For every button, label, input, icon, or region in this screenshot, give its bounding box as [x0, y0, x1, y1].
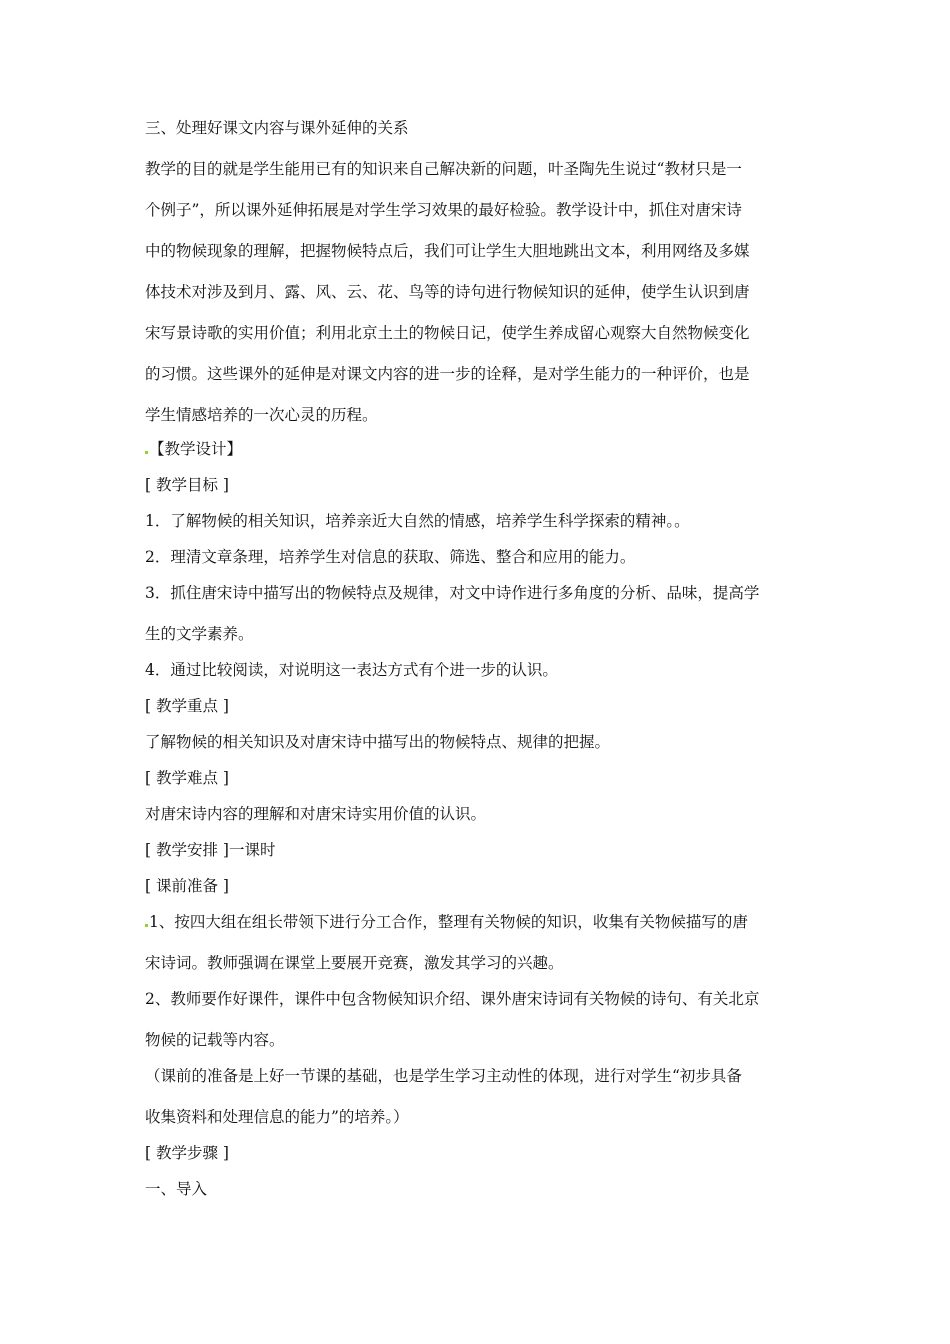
difficulty-label: [ 教学难点 ]: [145, 769, 229, 787]
goal-item: 4．通过比较阅读，对说明这一表达方式有个进一步的认识。: [145, 661, 558, 679]
intro-line: 宋写景诗歌的实用价值；利用北京土土的物候日记，使学生养成留心观察大自然物候变化: [145, 324, 750, 342]
key-label: [ 教学重点 ]: [145, 697, 229, 715]
intro-line: 体技术对涉及到月、露、风、云、花、鸟等的诗句进行物候知识的延伸，使学生认识到唐: [145, 283, 750, 301]
prep-item-continued: 物候的记载等内容。: [145, 1031, 285, 1049]
prep-item-continued: 宋诗词。教师强调在课堂上要展开竞赛，激发其学习的兴趣。: [145, 954, 564, 972]
goal-item: 3．抓住唐宋诗中描写出的物候特点及规律，对文中诗作进行多角度的分析、品味，提高学: [145, 584, 760, 602]
intro-line: 的习惯。这些课外的延伸是对课文内容的进一步的诠释，是对学生能力的一种评价，也是: [145, 365, 750, 383]
key-text: 了解物候的相关知识及对唐宋诗中描写出的物候特点、规律的把握。: [145, 733, 611, 751]
prep-item: 2、教师要作好课件，课件中包含物候知识介绍、课外唐宋诗词有关物候的诗句、有关北京: [145, 990, 760, 1008]
intro-line: 学生情感培养的一次心灵的历程。: [145, 406, 378, 424]
step-item: 一、导入: [145, 1180, 208, 1198]
prep-label: [ 课前准备 ]: [145, 877, 229, 895]
prep-item-text: 1、按四大组在组长带领下进行分工合作，整理有关物候的知识，收集有关物候描写的唐: [149, 913, 748, 931]
goal-item-continued: 生的文学素养。: [145, 625, 254, 643]
design-heading: [145, 439, 810, 459]
goals-label: [ 教学目标 ]: [145, 476, 229, 494]
intro-line: 中的物候现象的理解，把握物候特点后，我们可让学生大胆地跳出文本，利用网络及多媒: [145, 242, 750, 260]
goal-item: 2．理清文章条理，培养学生对信息的获取、筛选、整合和应用的能力。: [145, 548, 636, 566]
difficulty-text: 对唐宋诗内容的理解和对唐宋诗实用价值的认识。: [145, 805, 487, 823]
marker-dot: [145, 924, 148, 927]
prep-note: （课前的准备是上好一节课的基础，也是学生学习主动性的体现，进行对学生“初步具备: [145, 1067, 742, 1085]
goal-item: 1．了解物候的相关知识，培养亲近大自然的情感，培养学生科学探索的精神。。: [145, 512, 690, 530]
schedule-label: [ 教学安排 ]一课时: [145, 841, 276, 859]
steps-label: [ 教学步骤 ]: [145, 1144, 229, 1162]
prep-item: [145, 912, 810, 932]
prep-note-continued: 收集资料和处理信息的能力”的培养。）: [145, 1108, 409, 1126]
marker-dot: [145, 451, 148, 454]
document-body: [145, 118, 810, 1199]
intro-line: 教学的目的就是学生能用已有的知识来自己解决新的问题，叶圣陶先生说过“教材只是一: [145, 160, 742, 178]
intro-line: 个例子”，所以课外延伸拓展是对学生学习效果的最好检验。教学设计中，抓住对唐宋诗: [145, 201, 742, 219]
design-heading-text: 【教学设计】: [149, 440, 243, 458]
section-heading: 三、处理好课文内容与课外延伸的关系: [145, 119, 409, 137]
intro-paragraph: [145, 159, 810, 425]
